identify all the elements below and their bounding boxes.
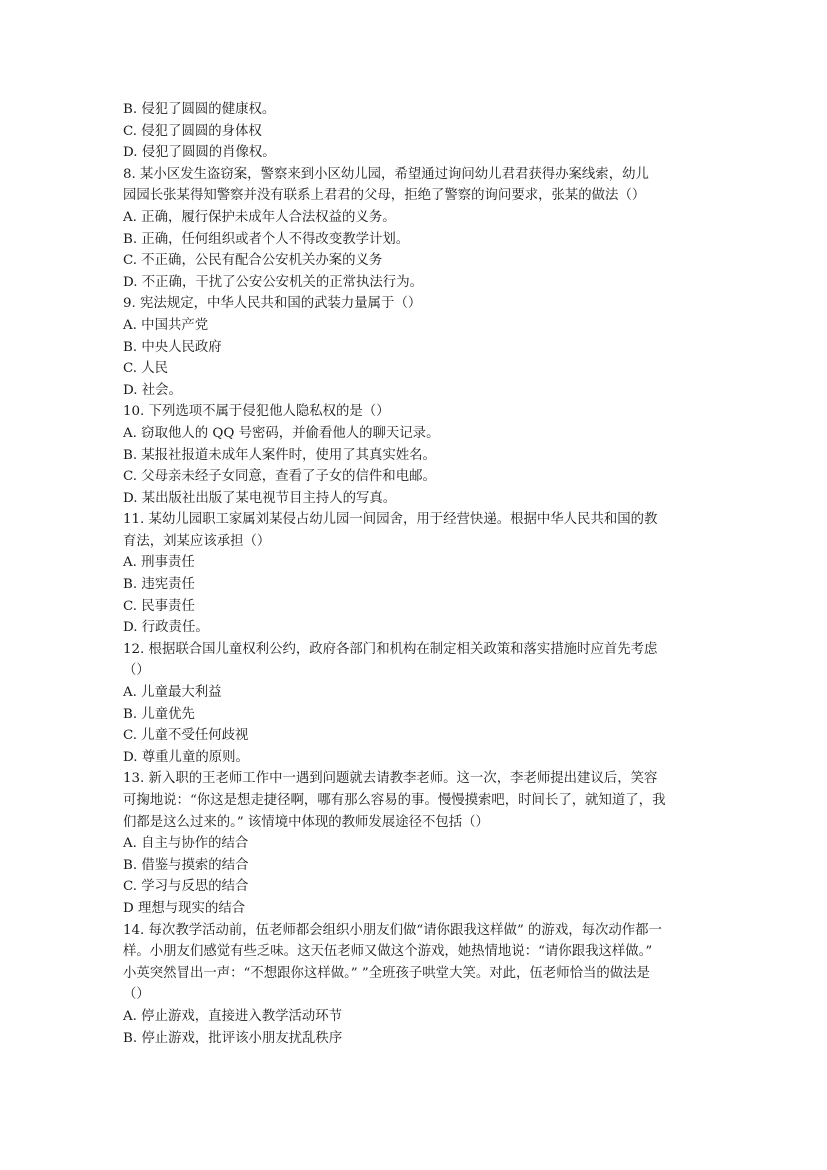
- option-line: A. 刑事责任: [123, 555, 195, 571]
- question-11-stem: 11. 某幼儿园职工家属刘某侵占幼儿园一间园舍，用于经营快递。根据中华人民共和国的教: [123, 512, 658, 528]
- option-line: A. 窃取他人的 QQ 号密码，并偷看他人的聊天记录。: [123, 425, 440, 441]
- option-line: A. 停止游戏，直接进入教学活动环节: [123, 1008, 343, 1024]
- option-line: C. 父母亲未经子女同意，查看了子女的信件和电邮。: [123, 469, 436, 485]
- question-8-stem: 园园长张某得知警察并没有联系上君君的父母，拒绝了警察的询问要求，张某的做法（）: [123, 188, 646, 204]
- option-line: C. 人民: [123, 361, 169, 377]
- question-14-stem: 小英突然冒出一声：“不想跟你这样做。” ”全班孩子哄堂大笑。对此，伍老师恰当的做法是: [123, 965, 650, 981]
- option-line: D. 不正确，干扰了公安公安机关的正常执法行为。: [123, 274, 423, 290]
- option-line: B. 违宪责任: [123, 577, 195, 593]
- option-line: A. 中国共产党: [123, 317, 209, 333]
- question-14-stem: 14. 每次教学活动前，伍老师都会组织小朋友们做“请你跟我这样做” 的游戏，每次动作都一: [123, 922, 662, 938]
- option-line: D. 社会。: [123, 382, 182, 398]
- option-line: B. 中央人民政府: [123, 339, 222, 355]
- question-13-stem: 13. 新入职的王老师工作中一遇到问题就去请教李老师。这一次，李老师提出建议后，笑容: [123, 771, 658, 787]
- question-8-stem: 8. 某小区发生盗窃案，警察来到小区幼儿园，希望通过询问幼儿君君获得办案线索，幼儿: [123, 166, 649, 182]
- option-line: A. 正确，履行保护未成年人合法权益的义务。: [123, 209, 396, 225]
- option-line: C. 侵犯了圆圆的身体权: [123, 123, 262, 139]
- question-14-stem: （）: [123, 987, 150, 1003]
- question-14-stem: 样。小朋友们感觉有些乏味。这天伍老师又做这个游戏，她热情地说：“请你跟我这样做。”: [123, 944, 653, 960]
- option-line: D. 尊重儿童的原则。: [123, 749, 249, 765]
- question-13-stem: 们都是这么过来的。” 该情境中体现的教师发展途径不包括（）: [123, 814, 489, 830]
- question-11-stem: 育法，刘某应该承担（）: [123, 533, 271, 549]
- option-line: B. 某报社报道未成年人案件时，使用了其真实姓名。: [123, 447, 436, 463]
- option-line: C. 不正确，公民有配合公安机关办案的义务: [123, 253, 383, 269]
- option-line: A. 自主与协作的结合: [123, 836, 249, 852]
- option-line: D. 行政责任。: [123, 620, 209, 636]
- question-9-stem: 9. 宪法规定，中华人民共和国的武装力量属于（）: [123, 296, 422, 312]
- question-13-stem: 可掬地说：“你这是想走捷径啊，哪有那么容易的事。慢慢摸索吧，时间长了，就知道了，我: [123, 793, 666, 808]
- option-line: D. 某出版社出版了某电视节目主持人的写真。: [123, 490, 397, 506]
- option-line: A. 儿童最大利益: [123, 685, 222, 701]
- option-line: C. 儿童不受任何歧视: [123, 728, 249, 744]
- question-12-stem: （）: [123, 663, 150, 679]
- option-line: C. 民事责任: [123, 598, 195, 614]
- option-line: B. 儿童优先: [123, 706, 195, 722]
- option-line: B. 侵犯了圆圆的健康权。: [123, 102, 276, 117]
- option-line: D 理想与现实的结合: [123, 900, 246, 916]
- option-line: B. 借鉴与摸索的结合: [123, 857, 249, 873]
- document-body: [123, 99, 703, 1049]
- option-line: B. 正确，任何组织或者个人不得改变教学计划。: [123, 231, 410, 247]
- option-line: D. 侵犯了圆圆的肖像权。: [123, 145, 276, 161]
- option-line: C. 学习与反思的结合: [123, 879, 249, 895]
- question-12-stem: 12. 根据联合国儿童权利公约，政府各部门和机构在制定相关政策和落实措施时应首先考虑: [123, 641, 658, 657]
- option-line: B. 停止游戏，批评该小朋友扰乱秩序: [123, 1030, 343, 1046]
- question-10-stem: 10. 下列选项不属于侵犯他人隐私权的是（）: [123, 404, 390, 420]
